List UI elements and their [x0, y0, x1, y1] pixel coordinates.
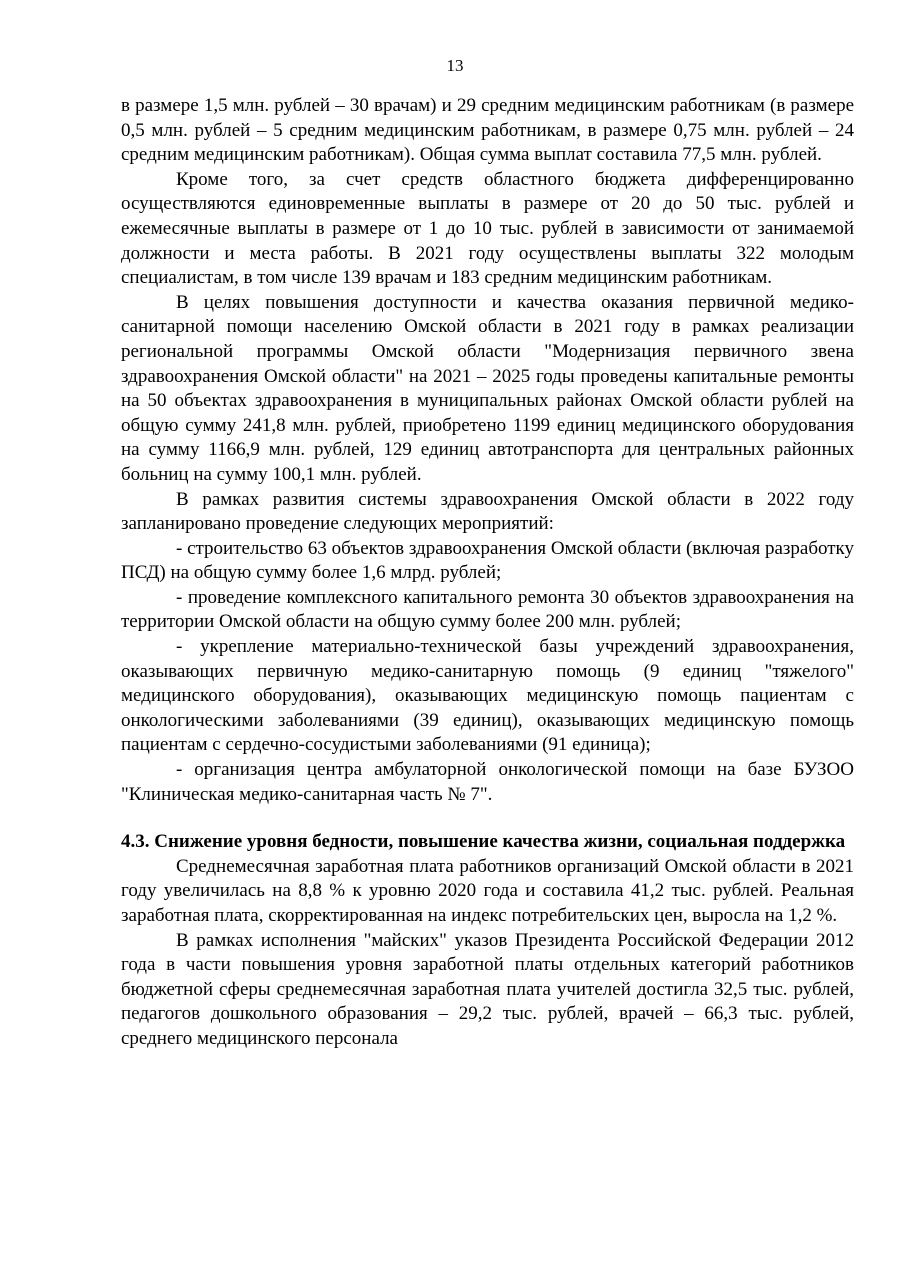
paragraph-average-salary: Среднемесячная заработная плата работников организаций Омской области в 2021 году увеличилась на 8,8 % к уровню 2020 года и составила 41,2 тыс. рублей. Реальная заработная плата, скорректированная на индекс потребительских цен, выросла на 1,2 %. — [121, 855, 854, 926]
paragraph-primary-care: В целях повышения доступности и качества оказания первичной медико-санитарной помощи населению Омской области в 2021 году в рамках реализации региональной программы Омской области "Модернизация первичного звена здравоохранения Омской области" на 2021 – 2025 годы проведены капитальные ремонты на 50 объектах здравоохранения в муниципальных районах Омской области рублей на общую сумму 241,8 млн. рублей, приобретено 1199 единиц медицинского оборудования на сумму 1166,9 млн. рублей, 129 единиц автотранспорта для центральных районных больниц на сумму 100,1 млн. рублей. — [121, 291, 854, 485]
document-body — [121, 94, 854, 1052]
list-item-oncology-center: - организация центра амбулаторной онкологической помощи на базе БУЗОО "Клиническая медико-санитарная часть № 7". — [121, 759, 854, 805]
list-item-equipment: - укрепление материально-технической базы учреждений здравоохранения, оказывающих первичную медико-санитарную помощь (9 единиц "тяжелого" медицинского оборудования), оказывающих медицинскую помощь пациентам с онкологическими заболеваниями (39 единиц), оказывающих медицинскую помощь пациентам с сердечно-сосудистыми заболеваниями (91 единица); — [121, 636, 854, 756]
paragraph-continuation: в размере 1,5 млн. рублей – 30 врачам) и 29 средним медицинским работникам (в размере 0,5 млн. рублей – 5 средним медицинским работникам, в размере 0,75 млн. рублей – 24 средним медицинским работникам). Общая сумма выплат составила 77,5 млн. рублей. — [121, 95, 854, 166]
list-item-construction: - строительство 63 объектов здравоохранения Омской области (включая разработку ПСД) на общую сумму более 1,6 млрд. рублей; — [121, 537, 855, 584]
section-heading: 4.3. Снижение уровня бедности, повышение качества жизни, социальная поддержка — [121, 831, 846, 853]
page-number: 13 — [446, 56, 464, 75]
paragraph-may-decrees: В рамках исполнения "майских" указов Президента Российской Федерации 2012 года в части повышения уровня заработной платы отдельных категорий работников бюджетной сферы среднемесячная заработная плата учителей достигла 32,5 тыс. рублей, педагогов дошкольного образования – 29,2 тыс. рублей, врачей – 66,3 тыс. рублей, среднего медицинского персонала — [121, 929, 854, 1049]
list-item-repair: - проведение комплексного капитального ремонта 30 объектов здравоохранения на территории Омской области на общую сумму более 200 млн. рублей; — [121, 586, 854, 633]
paragraph-payments: Кроме того, за счет средств областного бюджета дифференцированно осуществляются единовременные выплаты в размере от 20 до 50 тыс. рублей и ежемесячные выплаты в размере от 1 до 10 тыс. рублей в зависимости от занимаемой должности и места работы. В 2021 году осуществлены выплаты 322 молодым специалистам, в том числе 139 врачам и 183 средним медицинским работникам. — [121, 168, 854, 289]
paragraph-plans-2022: В рамках развития системы здравоохранения Омской области в 2022 году запланировано проведение следующих мероприятий: — [121, 488, 854, 535]
